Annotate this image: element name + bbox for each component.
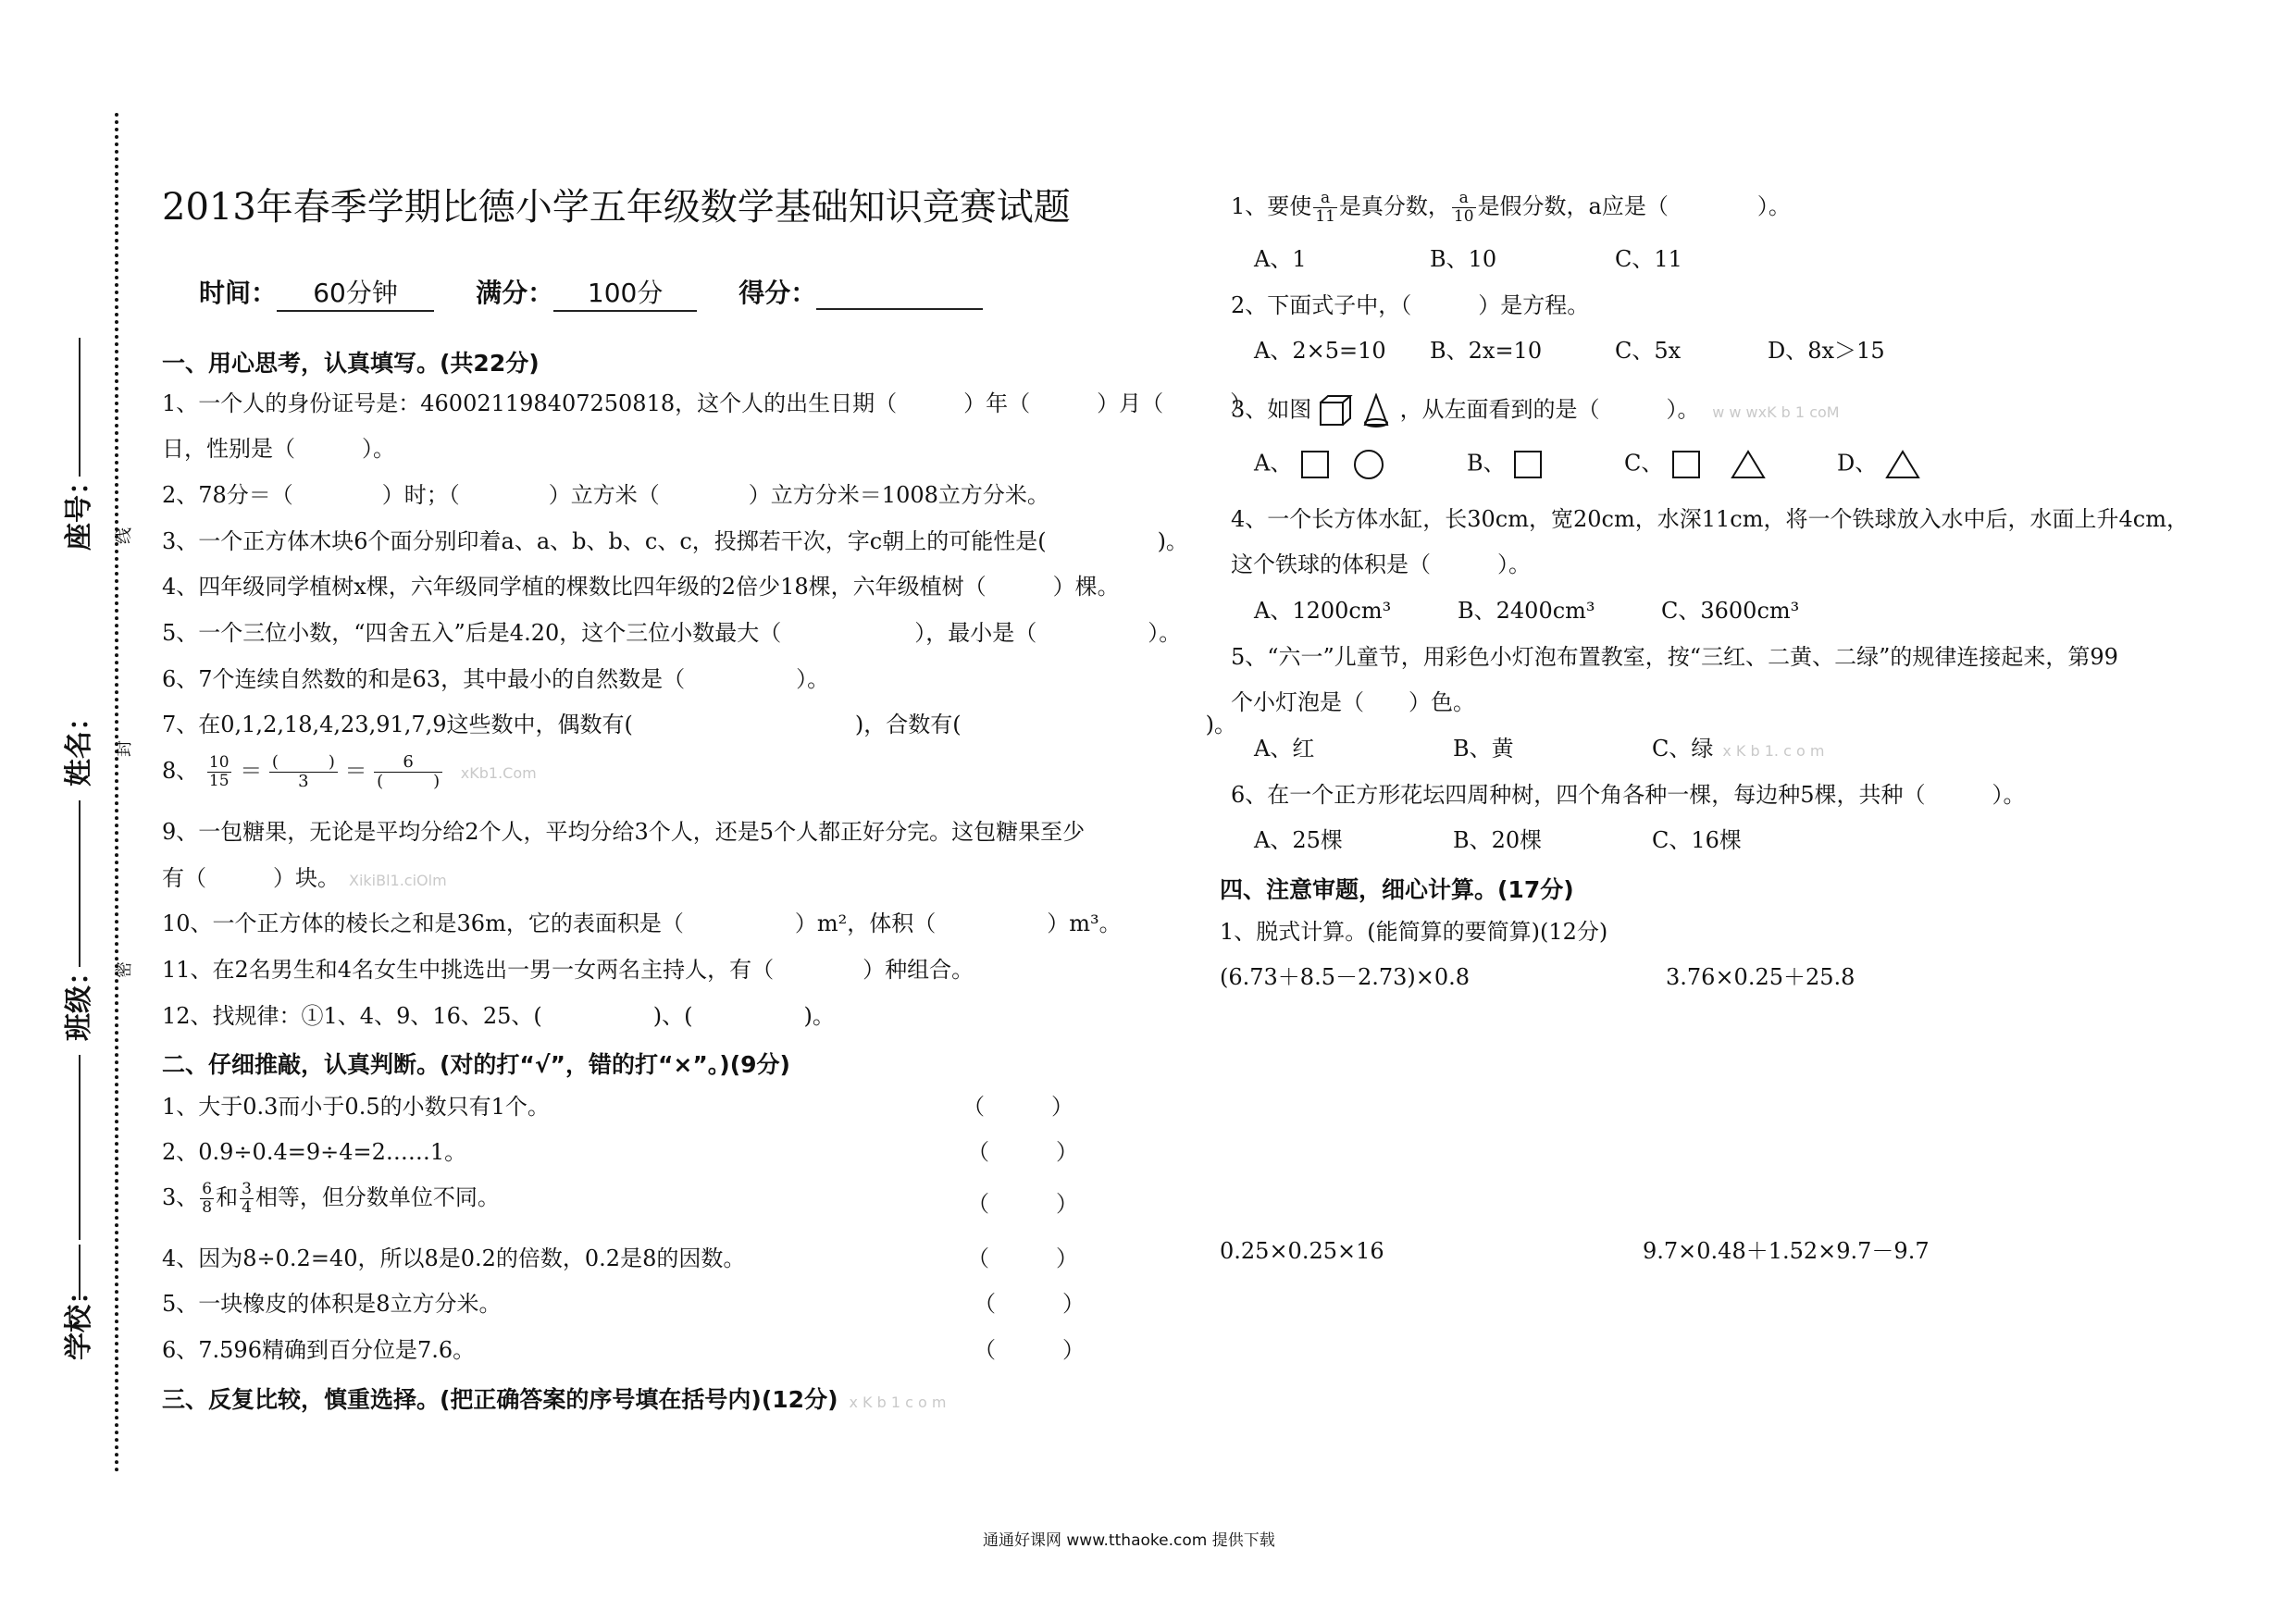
page-title: 2013年春季学期比德小学五年级数学基础知识竞赛试题 xyxy=(162,186,1071,229)
class-label: 班级： xyxy=(63,958,95,1041)
c1-option-a: A、1 xyxy=(1254,246,1307,272)
c1-f2-den: 10 xyxy=(1453,207,1474,226)
c2-option-b: B、2x=10 xyxy=(1430,338,1543,364)
c5-option-c xyxy=(1652,735,1824,765)
time-label: 时间： xyxy=(199,278,278,308)
c3-option-d-label: D、 xyxy=(1837,450,1878,477)
seat-label: 座号： xyxy=(63,467,95,551)
c4-option-c: C、3600cm³ xyxy=(1661,598,1800,624)
p3-c3 xyxy=(1231,393,1840,428)
p2-j2: 2、0.9÷0.4=9÷4=2……1。 xyxy=(162,1139,467,1165)
c1-f2-num: a xyxy=(1452,190,1476,208)
q8-eq-2: ＝ xyxy=(344,758,367,784)
c1-option-c: C、11 xyxy=(1615,246,1682,272)
triangle-icon xyxy=(1884,449,1921,480)
c2-option-d: D、8x＞15 xyxy=(1768,338,1885,364)
c2-option-c: C、5x xyxy=(1615,338,1682,364)
p1-q8 xyxy=(162,753,537,791)
c3-option-a-label: A、 xyxy=(1254,450,1293,477)
section-1-heading: 一、用心思考，认真填写。(共22分) xyxy=(162,350,540,377)
p1-q6: 6、7个连续自然数的和是63，其中最小的自然数是（ ）。 xyxy=(162,666,830,692)
full-score-value: 100分 xyxy=(553,273,697,312)
class-blank-line xyxy=(79,1055,81,1240)
p1-q12: 12、找规律：①1、4、9、16、25、( )、( )。 xyxy=(162,1003,835,1029)
p2-j1: 1、大于0.3而小于0.5的小数只有1个。 xyxy=(162,1094,550,1120)
section-3-heading: 三、反复比较，慎重选择。(把正确答案的序号填在括号内)(12分) xyxy=(162,1386,838,1413)
p3-c4-line1: 4、一个长方体水缸，长30cm，宽20cm，水深11cm，将一个铁球放入水中后，水面上升4cm， xyxy=(1231,506,2189,532)
c1-fraction-2 xyxy=(1452,190,1476,226)
c5-option-b: B、黄 xyxy=(1453,736,1514,762)
p4-expr-1: (6.73＋8.5－2.73)×0.8 xyxy=(1220,964,1471,990)
p2-j2-paren: （ ） xyxy=(967,1139,1078,1165)
p2-j4-paren: （ ） xyxy=(967,1245,1078,1271)
c1-f1-den: 11 xyxy=(1315,207,1335,226)
section-4-heading: 四、注意审题，细心计算。(17分) xyxy=(1220,876,1574,903)
cube-cone-figure-icon xyxy=(1319,393,1393,428)
p1-q9-line2 xyxy=(162,864,447,895)
c1-fraction-1 xyxy=(1313,190,1337,226)
p1-q9-line1: 9、一包糖果，无论是平均分给2个人，平均分给3个人，还是5个人都正好分完。这包糖果至少 xyxy=(162,819,1086,845)
c1-mid: 是真分数， xyxy=(1338,193,1450,219)
c1-f1-num: a xyxy=(1313,190,1337,208)
p4-sub1: 1、脱式计算。(能简算的要简算)(12分) xyxy=(1220,919,1608,945)
c3-option-c xyxy=(1624,449,1767,480)
p3-c5-line1: 5、“六一”儿童节，用彩色小灯泡布置教室，按“三红、二黄、二绿”的规律连接起来，第99 xyxy=(1231,644,2118,670)
j3-f1-den: 8 xyxy=(202,1198,213,1217)
p2-j5: 5、一块橡皮的体积是8立方分米。 xyxy=(162,1291,502,1317)
q8-f3-den: ( ) xyxy=(377,772,441,791)
c1-option-b: B、10 xyxy=(1430,246,1497,272)
section-3-heading-row xyxy=(162,1381,946,1415)
q8-f1-num: 10 xyxy=(208,753,230,772)
c4-option-a: A、1200cm³ xyxy=(1254,598,1392,624)
q8-eq-1: ＝ xyxy=(240,758,263,784)
section-2-heading: 二、仔细推敲，认真判断。(对的打“√”，错的打“×”。)(9分) xyxy=(162,1051,790,1078)
p1-q1-line1: 1、一个人的身份证号是：460021198407250818，这个人的出生日期（ ）年（ ）月（ ） xyxy=(162,390,1253,416)
binding-dotted-line xyxy=(115,113,118,1473)
triangle-icon xyxy=(1730,449,1767,480)
c4-option-b: B、2400cm³ xyxy=(1458,598,1595,624)
p1-q1-line2: 日，性别是（ ）。 xyxy=(162,436,395,462)
binding-mark-secret: 密 xyxy=(115,961,134,978)
school-label: 学校： xyxy=(63,1277,95,1360)
c3-option-c-label: C、 xyxy=(1624,450,1664,477)
p2-j4: 4、因为8÷0.2=40，所以8是0.2的倍数，0.2是8的因数。 xyxy=(162,1245,746,1271)
c3-option-b xyxy=(1467,449,1544,480)
c3-option-a xyxy=(1254,449,1396,480)
j3-fraction-2 xyxy=(240,1181,254,1217)
q8-fraction-3 xyxy=(374,753,442,791)
p4-expr-3: 0.25×0.25×16 xyxy=(1220,1238,1384,1264)
c3-option-d xyxy=(1837,449,1921,480)
p3-c6: 6、在一个正方形花坛四周种树，四个角各种一棵，每边种5棵，共种（ ）。 xyxy=(1231,782,2026,808)
c1-suffix: 是假分数，a应是（ ）。 xyxy=(1477,193,1791,219)
p2-j6: 6、7.596精确到百分位是7.6。 xyxy=(162,1337,476,1363)
c2-option-a: A、2×5=10 xyxy=(1254,338,1386,364)
score-label: 得分： xyxy=(738,278,817,308)
c6-option-c: C、16棵 xyxy=(1652,827,1742,853)
p1-q10: 10、一个正方体的棱长之和是36m，它的表面积是（ ）m²，体积（ ）m³。 xyxy=(162,911,1122,936)
p1-q4: 4、四年级同学植树x棵，六年级同学植的棵数比四年级的2倍少18棵，六年级植树（ ）棵。 xyxy=(162,574,1120,600)
circle-icon xyxy=(1353,449,1396,480)
p1-q11: 11、在2名男生和4名女生中挑选出一男一女两名主持人，有（ ）种组合。 xyxy=(162,957,974,983)
j3-f2-num: 3 xyxy=(242,1180,252,1198)
name-label: 姓名： xyxy=(63,703,95,787)
p2-j3 xyxy=(162,1181,500,1217)
q8-fraction-1 xyxy=(207,754,231,790)
c3-option-b-label: B、 xyxy=(1467,450,1506,477)
p1-q5: 5、一个三位小数，“四舍五入”后是4.20，这个三位小数最大（ ），最小是（ ）。 xyxy=(162,620,1182,646)
watermark-5: x K b 1 c o m xyxy=(849,1394,947,1411)
square-icon xyxy=(1299,449,1331,480)
watermark-4: x K b 1. c o m xyxy=(1722,742,1825,760)
p4-expr-4: 9.7×0.48＋1.52×9.7－9.7 xyxy=(1643,1238,1930,1264)
q8-f1-den: 15 xyxy=(208,772,230,790)
j3-suffix: 相等，但分数单位不同。 xyxy=(254,1184,500,1210)
p2-j5-paren: （ ） xyxy=(974,1291,1085,1317)
p3-c5-line2: 个小灯泡是（ ）色。 xyxy=(1231,689,1475,715)
watermark-3: w w wxK b 1 coM xyxy=(1712,403,1840,421)
j3-prefix: 3、 xyxy=(162,1184,199,1210)
time-value: 60分钟 xyxy=(277,273,434,312)
square-icon xyxy=(1670,449,1702,480)
c6-option-a: A、25棵 xyxy=(1254,827,1343,853)
c5-option-a: A、红 xyxy=(1254,736,1315,762)
c1-prefix: 1、要使 xyxy=(1231,193,1312,219)
exam-header xyxy=(199,273,983,312)
q8-prefix: 8、 xyxy=(162,758,199,784)
q8-fraction-2 xyxy=(269,753,338,791)
c3-prefix: 3、如图 xyxy=(1231,396,1312,423)
q9-line2-text: 有（ ）块。 xyxy=(162,865,340,891)
c3-suffix: ，从左面看到的是（ ）。 xyxy=(1399,396,1700,423)
p3-c2: 2、下面式子中，（ ）是方程。 xyxy=(1231,292,1590,318)
seat-blank-line xyxy=(79,338,81,477)
score-blank xyxy=(816,278,983,310)
p2-j3-paren: （ ） xyxy=(967,1191,1078,1217)
p2-j6-paren: （ ） xyxy=(974,1337,1085,1363)
p3-c4-line2: 这个铁球的体积是（ ）。 xyxy=(1231,551,1531,577)
j3-f1-num: 6 xyxy=(202,1180,213,1198)
name-blank-line xyxy=(79,800,81,967)
p1-q2: 2、78分＝（ ）时；（ ）立方米（ ）立方分米＝1008立方分米。 xyxy=(162,482,1049,508)
binding-mark-seal: 封 xyxy=(115,740,134,757)
q8-f2-num: ( ) xyxy=(269,753,338,773)
square-icon xyxy=(1512,449,1544,480)
p2-j1-paren: （ ） xyxy=(962,1094,1074,1120)
full-score-label: 满分： xyxy=(476,278,554,308)
j3-f2-den: 4 xyxy=(242,1198,252,1217)
q8-f3-num: 6 xyxy=(374,753,442,773)
p1-q3: 3、一个正方体木块6个面分别印着a、a、b、b、c、c，投掷若干次，字c朝上的可能性是( )。 xyxy=(162,528,1188,554)
c6-option-b: B、20棵 xyxy=(1453,827,1543,853)
j3-fraction-1 xyxy=(200,1181,214,1217)
binding-mark-line: 线 xyxy=(115,527,134,544)
p1-q7: 7、在0,1,2,18,4,23,91,7,9这些数中，偶数有( )，合数有( )。 xyxy=(162,712,1236,737)
c5-option-c-label: C、绿 xyxy=(1652,736,1714,762)
j3-and: 和 xyxy=(216,1184,239,1210)
q8-f2-den: 3 xyxy=(298,772,309,791)
watermark-2: XikiBl1.ciOlm xyxy=(349,872,447,889)
watermark-1: xKb1.Com xyxy=(460,764,537,782)
p3-c1 xyxy=(1231,190,1791,226)
p4-expr-2: 3.76×0.25＋25.8 xyxy=(1666,964,1855,990)
page-footer: 通通好课网 www.tthaoke.com 提供下载 xyxy=(983,1531,1275,1550)
